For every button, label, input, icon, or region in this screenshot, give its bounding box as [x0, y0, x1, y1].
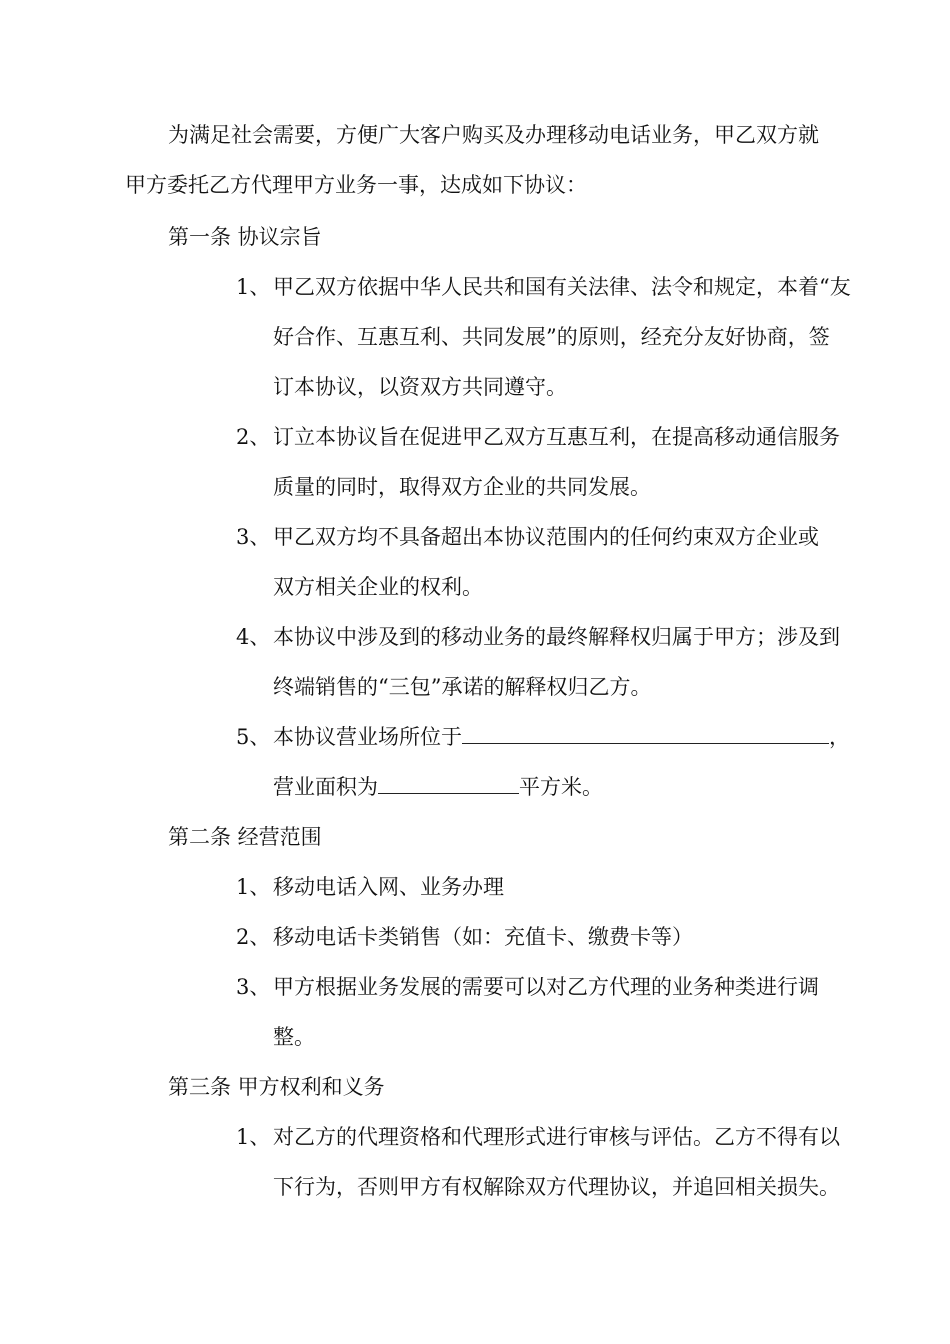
item-number: 5、	[236, 725, 271, 749]
item-text-line: 对乙方的代理资格和代理形式进行审核与评估。乙方不得有以	[273, 1125, 840, 1149]
item-text-line: 质量的同时，取得双方企业的共同发展。	[273, 475, 651, 499]
item-text-line: 双方相关企业的权利。	[273, 575, 483, 599]
item-text-line: 移动电话入网、业务办理	[273, 875, 504, 899]
area-unit: 平方米。	[519, 775, 603, 799]
item-number: 3、	[236, 975, 271, 999]
item-number: 2、	[236, 925, 271, 949]
item-text-line: 本协议中涉及到的移动业务的最终解释权归属于甲方；涉及到	[273, 625, 840, 649]
item-text-line: 整。	[273, 1025, 315, 1049]
item-number: 3、	[236, 525, 271, 549]
item-text-line: 订本协议，以资双方共同遵守。	[273, 375, 567, 399]
item-number: 2、	[236, 425, 271, 449]
item-number: 4、	[236, 625, 271, 649]
item-text-line: 终端销售的“三包”承诺的解释权归乙方。	[273, 675, 652, 699]
area-line	[273, 772, 603, 802]
location-line	[273, 722, 850, 752]
article-3-heading: 第三条 甲方权利和义务	[168, 1075, 385, 1099]
item-text-line: 移动电话卡类销售（如：充值卡、缴费卡等）	[273, 925, 693, 949]
location-label: 本协议营业场所位于	[273, 725, 462, 749]
item-text-line: 下行为，否则甲方有权解除双方代理协议，并追回相关损失。	[273, 1175, 840, 1199]
item-text-line: 甲乙双方均不具备超出本协议范围内的任何约束双方企业或	[273, 525, 819, 549]
item-number: 1、	[236, 875, 271, 899]
area-label: 营业面积为	[273, 775, 378, 799]
area-blank[interactable]	[378, 773, 519, 794]
preamble-line-1: 为满足社会需要，方便广大客户购买及办理移动电话业务，甲乙双方就	[168, 123, 819, 147]
preamble-line-2: 甲方委托乙方代理甲方业务一事，达成如下协议：	[125, 173, 587, 197]
location-comma: ，	[829, 725, 850, 749]
location-blank[interactable]	[462, 723, 829, 744]
article-1-heading: 第一条 协议宗旨	[168, 225, 322, 249]
item-text-line: 甲方根据业务发展的需要可以对乙方代理的业务种类进行调	[273, 975, 819, 999]
item-text-line: 甲乙双方依据中华人民共和国有关法律、法令和规定，本着“友	[273, 275, 851, 299]
item-text-line: 订立本协议旨在促进甲乙双方互惠互利，在提高移动通信服务	[273, 425, 840, 449]
item-number: 1、	[236, 275, 271, 299]
item-number: 1、	[236, 1125, 271, 1149]
item-text-line: 好合作、互惠互利、共同发展”的原则，经充分友好协商，签	[273, 325, 830, 349]
article-2-heading: 第二条 经营范围	[168, 825, 322, 849]
